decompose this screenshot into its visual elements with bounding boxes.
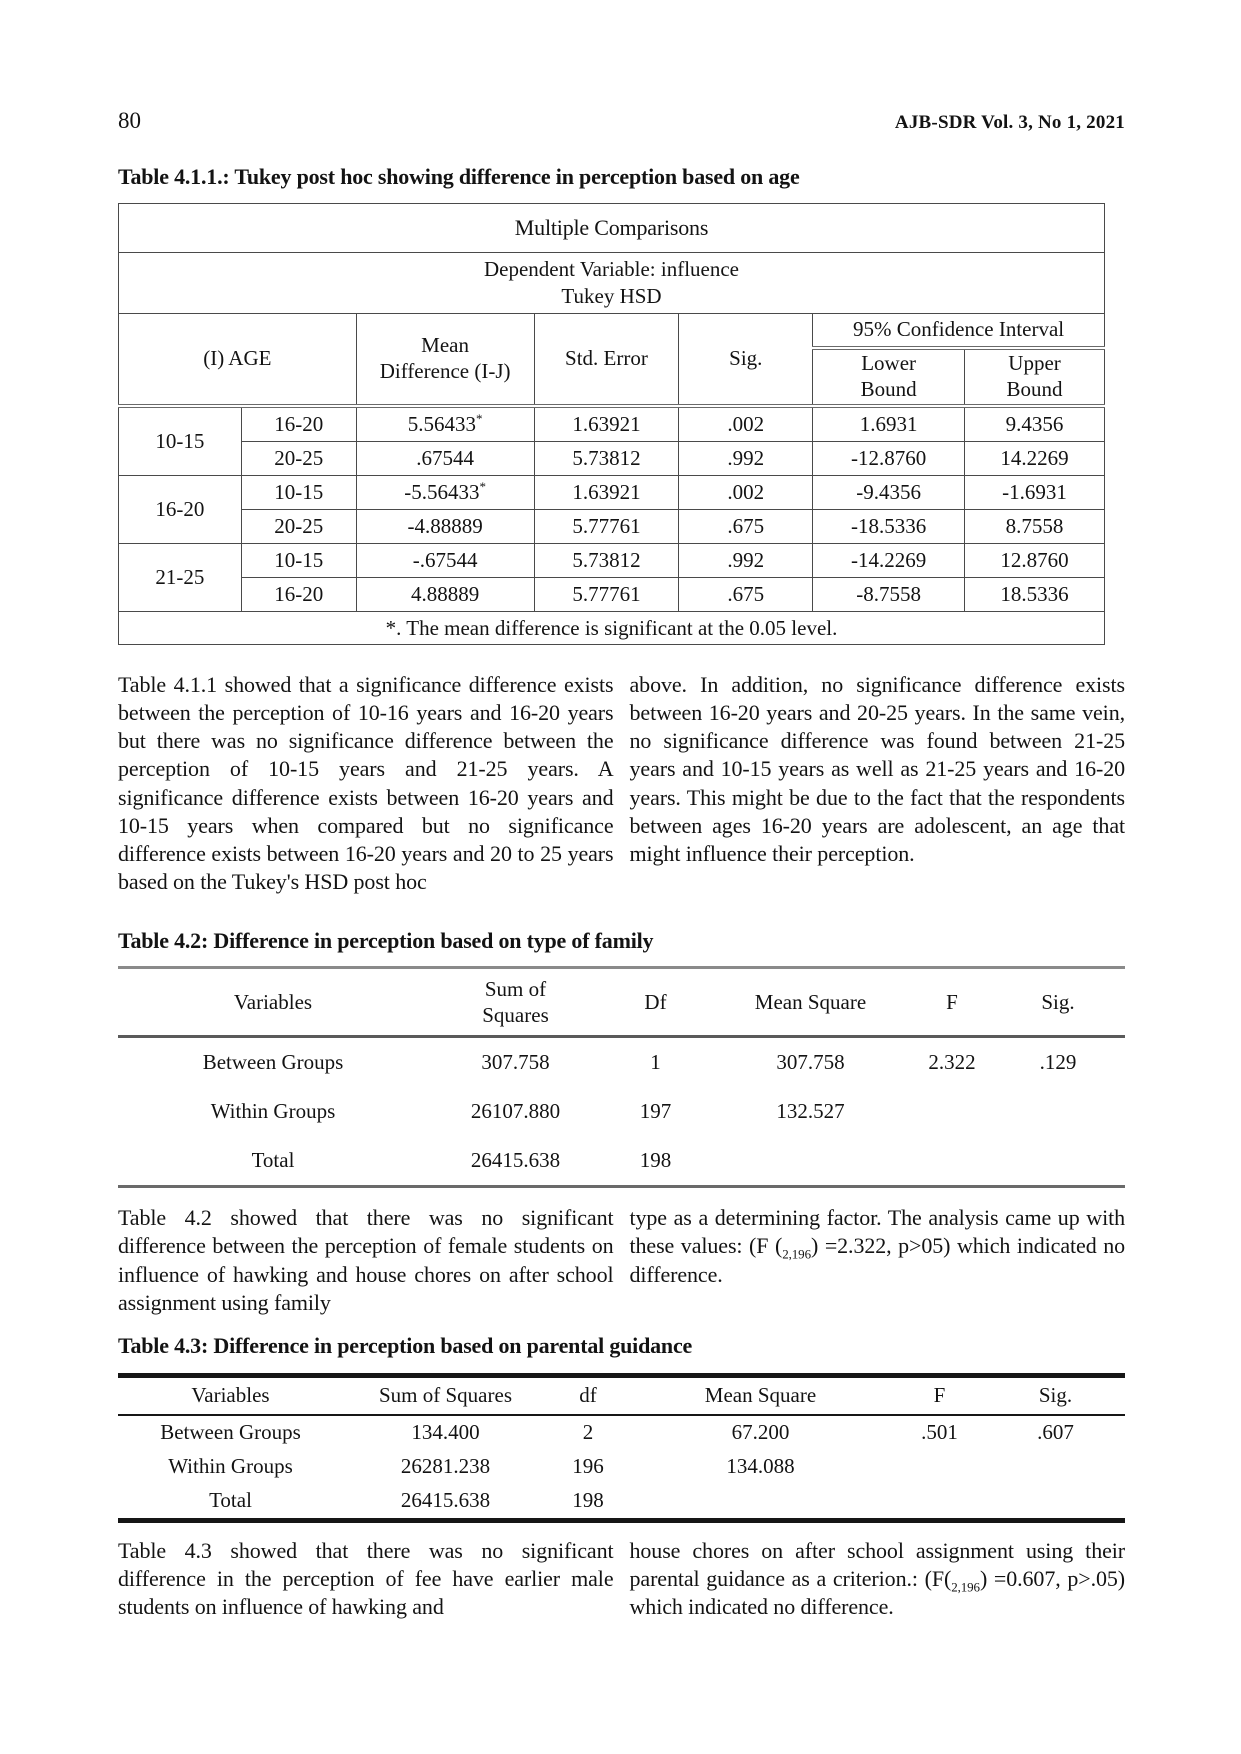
mean-difference-cell — [356, 510, 534, 544]
comparison-age-cell: 10-15 — [241, 476, 356, 510]
value: .67544 — [416, 446, 474, 470]
df-cell: 2 — [582, 1420, 594, 1445]
section-4-3-discussion — [118, 1537, 1125, 1621]
table-title: Multiple Comparisons — [119, 204, 1105, 253]
age-group-cell: 21-25 — [119, 544, 242, 612]
f-statistic-subscript: 2,196 — [951, 1579, 980, 1595]
sum-of-squares-cell: 26281.238 — [400, 1454, 491, 1479]
multiple-comparisons-table — [118, 203, 1105, 645]
df-cell: 1 — [650, 1050, 661, 1075]
header-mean-square: Mean Square — [708, 968, 913, 1037]
variable-cell: Total — [118, 1484, 343, 1521]
header-i-age: (I) AGE — [119, 314, 357, 407]
text-run: ) =2.322, p>05) which indicated no difference. — [629, 1233, 1125, 1287]
variable-cell: Between Groups — [202, 1050, 344, 1075]
f-cell: .501 — [921, 1420, 958, 1445]
mean-difference-cell — [356, 578, 534, 612]
table-row — [118, 1484, 1125, 1521]
text-column-right — [630, 1204, 1126, 1317]
variable-cell: Total — [118, 1136, 428, 1187]
table-row — [118, 1136, 1125, 1187]
df-cell: 198 — [548, 1484, 628, 1521]
table-title-row — [119, 204, 1105, 253]
paragraph — [630, 1537, 1126, 1621]
header-variables: Variables — [118, 1375, 343, 1415]
header-sig: Sig. — [679, 314, 813, 407]
paragraph: Table 4.3 showed that there was no significant difference in the perception of fee have earlier male students on influence of hawking and — [118, 1537, 614, 1620]
mean-square-cell: 67.200 — [731, 1420, 790, 1445]
lower-bound-cell: -9.4356 — [813, 476, 965, 510]
mean-square-cell — [708, 1136, 913, 1187]
header-text: Sum of Squares — [482, 977, 549, 1028]
sig-cell: .002 — [679, 476, 813, 510]
mean-square-cell: 134.088 — [726, 1454, 795, 1479]
header-line: Bound — [1006, 377, 1063, 401]
table-row — [119, 442, 1105, 476]
table-subtitle — [119, 253, 1105, 314]
lower-bound-cell: -14.2269 — [813, 544, 965, 578]
df-cell: 196 — [572, 1454, 604, 1479]
variable-cell: Within Groups — [210, 1099, 336, 1124]
sig-cell — [991, 1087, 1125, 1136]
header-line: Upper — [1008, 351, 1061, 376]
table-row — [118, 1450, 1125, 1484]
table-row — [119, 578, 1105, 612]
table-row — [119, 544, 1105, 578]
mean-difference-cell — [356, 476, 534, 510]
variable-cell: Within Groups — [168, 1454, 293, 1479]
sig-cell: .992 — [679, 442, 813, 476]
f-cell — [893, 1484, 986, 1521]
sig-cell: .675 — [679, 578, 813, 612]
sig-cell: .992 — [679, 544, 813, 578]
table-row — [119, 406, 1105, 442]
table-row — [119, 510, 1105, 544]
sum-of-squares-cell: 307.758 — [481, 1050, 550, 1075]
age-group-cell: 16-20 — [119, 476, 242, 544]
table-row — [119, 476, 1105, 510]
comparison-age-cell: 20-25 — [241, 510, 356, 544]
comparison-age-cell: 10-15 — [241, 544, 356, 578]
text-column-right — [630, 671, 1126, 896]
comparison-age-cell: 20-25 — [241, 442, 356, 476]
sig-cell — [986, 1484, 1125, 1521]
mean-difference-cell — [356, 442, 534, 476]
table-row — [118, 1087, 1125, 1136]
df-cell: 197 — [639, 1099, 672, 1124]
column-header-row — [118, 968, 1125, 1037]
sig-cell: .675 — [679, 510, 813, 544]
text-column-left — [118, 1204, 614, 1317]
caption-table-4-3: Table 4.3: Difference in perception based on parental guidance — [118, 1332, 693, 1358]
sum-of-squares-cell: 26415.638 — [343, 1484, 548, 1521]
mean-difference-cell — [356, 544, 534, 578]
text-run: ) =0.607, p>.05) which indicated no difference. — [629, 1566, 1125, 1620]
sum-of-squares-cell: 26107.880 — [470, 1099, 561, 1124]
table-subtitle-row — [119, 253, 1105, 314]
lower-bound-cell: -8.7558 — [813, 578, 965, 612]
f-cell — [913, 1087, 991, 1136]
paragraph: Table 4.2 showed that there was no significant difference between the perception of female students on influence of hawking and house chores on after school assignment using family — [118, 1205, 614, 1315]
upper-bound-cell: 18.5336 — [965, 578, 1105, 612]
lower-bound-cell: -18.5336 — [813, 510, 965, 544]
variable-cell: Between Groups — [160, 1420, 301, 1445]
mean-square-cell: 307.758 — [776, 1050, 845, 1075]
sig-cell — [991, 1136, 1125, 1187]
df-cell: 198 — [603, 1136, 708, 1187]
header-confidence-interval: 95% Confidence Interval — [813, 314, 1105, 349]
header-sum-of-squares: Sum of Squares — [343, 1375, 548, 1415]
section-4-1-discussion — [118, 671, 1125, 896]
parental-guidance-anova-table — [118, 1373, 1125, 1523]
header-mean-difference — [356, 314, 534, 407]
table-row — [118, 1415, 1125, 1450]
text-run: house chores on after school assignment using their parental guidance as a criterion.: (F( — [629, 1537, 1125, 1592]
header-std-error: Std. Error — [534, 314, 679, 407]
table-footnote: *. The mean difference is significant at the 0.05 level. — [119, 612, 1105, 645]
caption-table-4-2: Table 4.2: Difference in perception based on type of family — [118, 928, 654, 954]
header-variables: Variables — [118, 968, 428, 1037]
value: -4.88889 — [407, 514, 483, 538]
header-f: F — [913, 968, 991, 1037]
upper-bound-cell: 12.8760 — [965, 544, 1105, 578]
comparison-age-cell: 16-20 — [241, 406, 356, 442]
header-lower-bound — [813, 348, 965, 406]
header-sum-of-squares — [428, 968, 603, 1037]
lower-bound-cell: -12.8760 — [813, 442, 965, 476]
header-line: Difference (I-J) — [379, 359, 511, 383]
header-upper-bound — [965, 348, 1105, 406]
header-f: F — [893, 1375, 986, 1415]
f-cell — [913, 1136, 991, 1187]
sig-cell — [986, 1450, 1125, 1484]
header-df: Df — [603, 968, 708, 1037]
section-4-2-discussion — [118, 1204, 1125, 1317]
value: -.67544 — [412, 548, 478, 572]
paragraph — [630, 1204, 1126, 1288]
std-error-cell: 5.77761 — [534, 578, 679, 612]
header-mean-square: Mean Square — [628, 1375, 893, 1415]
std-error-cell: 1.63921 — [534, 406, 679, 442]
age-group-cell: 10-15 — [119, 406, 242, 476]
family-type-anova-table — [118, 966, 1125, 1188]
text-run: type as a determining factor. The analysis came up with these values: (F ( — [629, 1205, 1125, 1259]
significance-star: * — [475, 411, 483, 426]
sum-of-squares-cell: 26415.638 — [428, 1136, 603, 1187]
sum-of-squares-cell: 134.400 — [411, 1420, 480, 1445]
journal-reference: AJB-SDR Vol. 3, No 1, 2021 — [894, 112, 1125, 133]
page-header — [118, 108, 1125, 134]
column-header-row — [119, 314, 1105, 349]
header-line: Mean — [421, 333, 469, 358]
significance-star: * — [479, 479, 486, 494]
sig-cell: .607 — [1037, 1420, 1074, 1445]
text-column-left — [118, 1537, 614, 1621]
footnote-row — [119, 612, 1105, 645]
header-line: Bound — [860, 377, 917, 401]
paragraph: Table 4.1.1 showed that a significance difference exists between the perception of 10-16 years and 16-20 years but there was no significance difference between the perception of 10-15 years and 21-25 years. A significance difference exists between 16-20 years and 10-15 years when compared but no significance difference exists between 16-20 years and 20 to 25 years based on the Tukey's HSD post hoc — [118, 672, 614, 895]
upper-bound-cell: 14.2269 — [965, 442, 1105, 476]
sig-cell: .002 — [679, 406, 813, 442]
f-statistic-subscript: 2,196 — [782, 1246, 811, 1262]
mean-square-cell: 132.527 — [776, 1099, 845, 1124]
std-error-cell: 1.63921 — [534, 476, 679, 510]
header-sig: Sig. — [986, 1375, 1125, 1415]
std-error-cell: 5.77761 — [534, 510, 679, 544]
lower-bound-cell: 1.6931 — [813, 406, 965, 442]
std-error-cell: 5.73812 — [534, 544, 679, 578]
value: -5.56433 — [404, 480, 480, 504]
value: 5.56433 — [407, 412, 476, 436]
text-column-left — [118, 671, 614, 896]
f-cell: 2.322 — [928, 1050, 976, 1075]
mean-square-cell — [628, 1484, 893, 1521]
comparison-age-cell: 16-20 — [241, 578, 356, 612]
mean-difference-cell — [356, 406, 534, 442]
column-header-row — [118, 1375, 1125, 1415]
f-cell — [893, 1450, 986, 1484]
std-error-cell: 5.73812 — [534, 442, 679, 476]
header-df: df — [548, 1375, 628, 1415]
paragraph: above. In addition, no significance difference exists between 16-20 years and 20-25 years. In the same vein, no significance difference was found between 21-25 years and 10-15 years as well as 21-25 years and 16-20 years. This might be due to the fact that the respondents between ages 16-20 years are adolescent, an age that might influence their perception. — [629, 672, 1125, 866]
upper-bound-cell: 9.4356 — [965, 406, 1105, 442]
dependent-variable-label: Dependent Variable: influence — [483, 256, 739, 281]
sig-cell: .129 — [1039, 1050, 1077, 1075]
value: 4.88889 — [410, 582, 480, 606]
text-column-right — [630, 1537, 1126, 1621]
header-line: Lower — [861, 351, 917, 376]
table-row — [118, 1037, 1125, 1088]
page-number: 80 — [118, 108, 141, 133]
upper-bound-cell: -1.6931 — [965, 476, 1105, 510]
method-label: Tukey HSD — [561, 284, 662, 308]
upper-bound-cell: 8.7558 — [965, 510, 1105, 544]
caption-table-4-1-1: Table 4.1.1.: Tukey post hoc showing difference in perception based on age — [118, 164, 800, 189]
header-sig: Sig. — [991, 968, 1125, 1037]
